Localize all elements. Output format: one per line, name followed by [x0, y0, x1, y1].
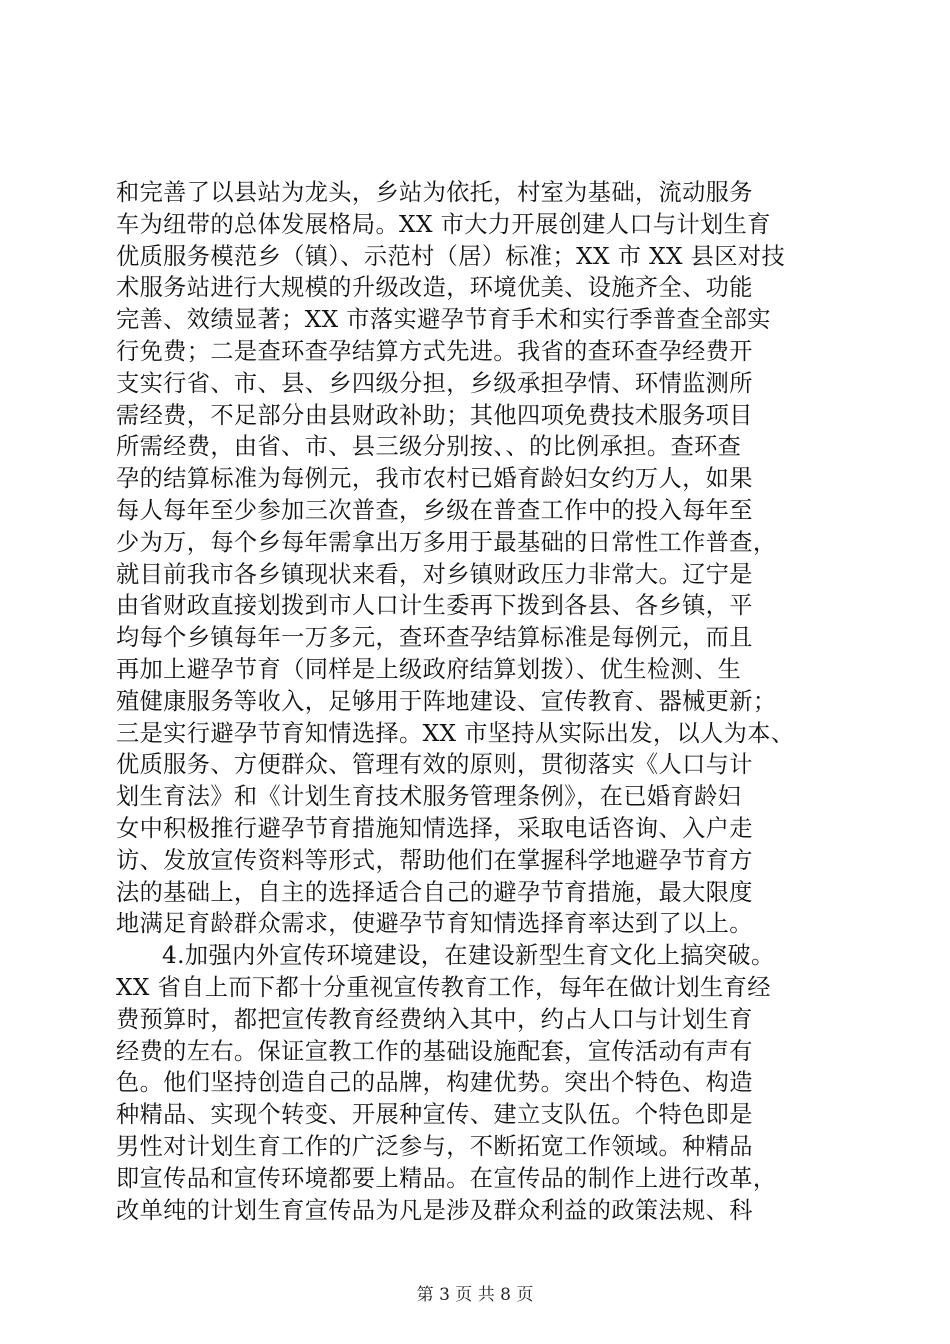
text-line: 色。他们坚持创造自己的品牌，构建优势。突出个特色、构造 — [116, 1069, 753, 1097]
text-line: 经费的左右。保证宣教工作的基础设施配套，宣传活动有声有 — [116, 1037, 753, 1065]
text-line: 改单纯的计划生育宣传品为凡是涉及群众利益的政策法规、科 — [116, 1196, 753, 1224]
text-line: 由省财政直接划拨到市人口计生委再下拨到各县、各乡镇，平 — [116, 592, 753, 620]
text-line: 殖健康服务等收入，足够用于阵地建设、宣传教育、器械更新； — [116, 687, 777, 715]
text-line: 行免费；二是查环查孕结算方式先进。我省的查环查孕经费开 — [116, 337, 753, 365]
text-line: 孕的结算标准为每例元，我市农村已婚育龄妇女约万人，如果 — [116, 465, 753, 493]
text-line: 女中积极推行避孕节育措施知情选择，采取电话咨询、入户走 — [116, 814, 753, 842]
text-line: 少为万，每个乡每年需拿出万多用于最基础的日常性工作普查， — [116, 528, 777, 556]
text-line: XX 省自上而下都十分重视宣传教育工作，每年在做计划生育经 — [116, 973, 771, 1001]
text-line: 完善、效绩显著；XX 市落实避孕节育手术和实行季普查全部实 — [116, 306, 771, 334]
text-line: 费预算时，都把宣传教育经费纳入其中，约占人口与计划生育 — [116, 1005, 753, 1033]
body-text — [116, 177, 836, 1226]
text-line: 4.加强内外宣传环境建设，在建设新型生育文化上搞突破。 — [162, 942, 775, 970]
page-footer: 第 3 页 共 8 页 — [416, 1285, 534, 1305]
text-line: 每人每年至少参加三次普查，乡级在普查工作中的投入每年至 — [116, 496, 753, 524]
text-line: 访、发放宣传资料等形式，帮助他们在掌握科学地避孕节育方 — [116, 846, 753, 874]
text-line: 所需经费，由省、市、县三级分别按、、的比例承担。查环查 — [116, 433, 742, 461]
text-line: 划生育法》和《计划生育技术服务管理条例》，在已婚育龄妇 — [116, 783, 742, 811]
text-line: 男性对计划生育工作的广泛参与，不断拓宽工作领域。种精品 — [116, 1132, 753, 1160]
text-line: 需经费，不足部分由县财政补助；其他四项免费技术服务项目 — [116, 401, 753, 429]
text-line: 法的基础上，自主的选择适合自己的避孕节育措施，最大限度 — [116, 878, 753, 906]
text-line: 均每个乡镇每年一万多元，查环查孕结算标准是每例元，而且 — [116, 624, 753, 652]
text-line: 再加上避孕节育（同样是上级政府结算划拨）、优生检测、生 — [116, 655, 742, 683]
text-line: 地满足育龄群众需求，使避孕节育知情选择育率达到了以上。 — [116, 910, 753, 938]
text-line: 就目前我市各乡镇现状来看，对乡镇财政压力非常大。辽宁是 — [116, 560, 753, 588]
text-line: 术服务站进行大规模的升级改造，环境优美、设施齐全、功能 — [116, 274, 753, 302]
text-line: 支实行省、市、县、乡四级分担，乡级承担孕情、环情监测所 — [116, 369, 753, 397]
text-line: 种精品、实现个转变、开展种宣传、建立支队伍。个特色即是 — [116, 1101, 753, 1129]
text-line: 优质服务模范乡（镇）、示范村（居）标准；XX 市 XX 县区对技 — [116, 242, 786, 270]
text-line: 即宣传品和宣传环境都要上精品。在宣传品的制作上进行改革， — [116, 1164, 777, 1192]
text-line: 车为纽带的总体发展格局。XX 市大力开展创建人口与计划生育 — [116, 210, 771, 238]
text-line: 和完善了以县站为龙头，乡站为依托，村室为基础，流动服务 — [116, 179, 753, 206]
text-line: 优质服务、方便群众、管理有效的原则，贯彻落实《人口与计 — [116, 751, 753, 779]
text-line: 三是实行避孕节育知情选择。XX 市坚持从实际出发，以人为本、 — [116, 719, 795, 747]
